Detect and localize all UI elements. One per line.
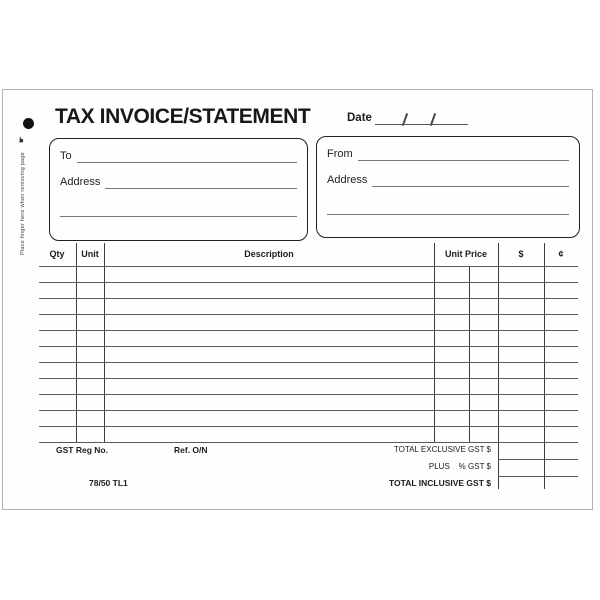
date-fill-line [375, 124, 468, 125]
from-row [327, 143, 569, 161]
extra-fill-line [60, 198, 297, 217]
table-row-line [39, 442, 578, 443]
to-row [60, 145, 297, 163]
col-header-qty: Qty [49, 249, 65, 259]
ref-on-label: Ref. O/N [174, 445, 208, 455]
table-row-line [39, 298, 578, 299]
col-header-dollars: $ [518, 249, 524, 259]
from-label: From [327, 148, 353, 160]
form-code: 78/50 TL1 [89, 478, 128, 488]
to-extra-row [60, 199, 297, 217]
address-label: Address [60, 176, 101, 188]
address-label: Address [327, 174, 368, 186]
from-fill-line [358, 142, 569, 161]
table-vline-unitprice-dollars [498, 243, 499, 489]
table-vline-dollars-cents [544, 243, 545, 489]
table-vline-unit-description [104, 243, 105, 442]
totals-row-line [498, 459, 578, 460]
table-row-line [39, 314, 578, 315]
page-title: TAX INVOICE/STATEMENT [55, 105, 311, 128]
date-label: Date [347, 112, 372, 124]
address-fill-line [372, 168, 569, 187]
plus-gst-label: PLUS % GST $ [428, 462, 491, 471]
to-box [49, 138, 308, 241]
table-row-line [39, 266, 578, 267]
table-row-line [39, 362, 578, 363]
table-row-line [39, 410, 578, 411]
invoice-page [2, 89, 593, 510]
table-row-line [39, 346, 578, 347]
from-address-row [327, 169, 569, 187]
table-row-line [39, 282, 578, 283]
table-row-line [39, 330, 578, 331]
totals-row-line [498, 476, 578, 477]
extra-fill-line [327, 196, 569, 215]
side-note-text: Place finger here when removing page [20, 152, 26, 255]
from-box [316, 136, 580, 238]
gst-reg-label: GST Reg No. [56, 445, 108, 455]
total-inclusive-gst-label: TOTAL INCLUSIVE GST $ [388, 478, 491, 488]
col-header-cents: ¢ [558, 249, 564, 259]
table-row-line [39, 394, 578, 395]
table-vline-description-unitprice [434, 243, 435, 442]
table-row-line [39, 426, 578, 427]
to-fill-line [77, 144, 297, 163]
col-header-unit: Unit [81, 249, 99, 259]
table-vline-qty-unit [76, 243, 77, 442]
col-header-description: Description [244, 249, 294, 259]
table-row-line [39, 378, 578, 379]
punch-hole-dot [23, 118, 34, 129]
total-exclusive-gst-label: TOTAL EXCLUSIVE GST $ [393, 445, 491, 454]
to-address-row [60, 171, 297, 189]
table-vline-unitprice-split [469, 266, 470, 442]
from-extra-row [327, 197, 569, 215]
to-label: To [60, 150, 72, 162]
address-fill-line [105, 170, 297, 189]
col-header-unit-price: Unit Price [444, 249, 488, 259]
pointing-hand-icon: ☛ [17, 135, 27, 144]
